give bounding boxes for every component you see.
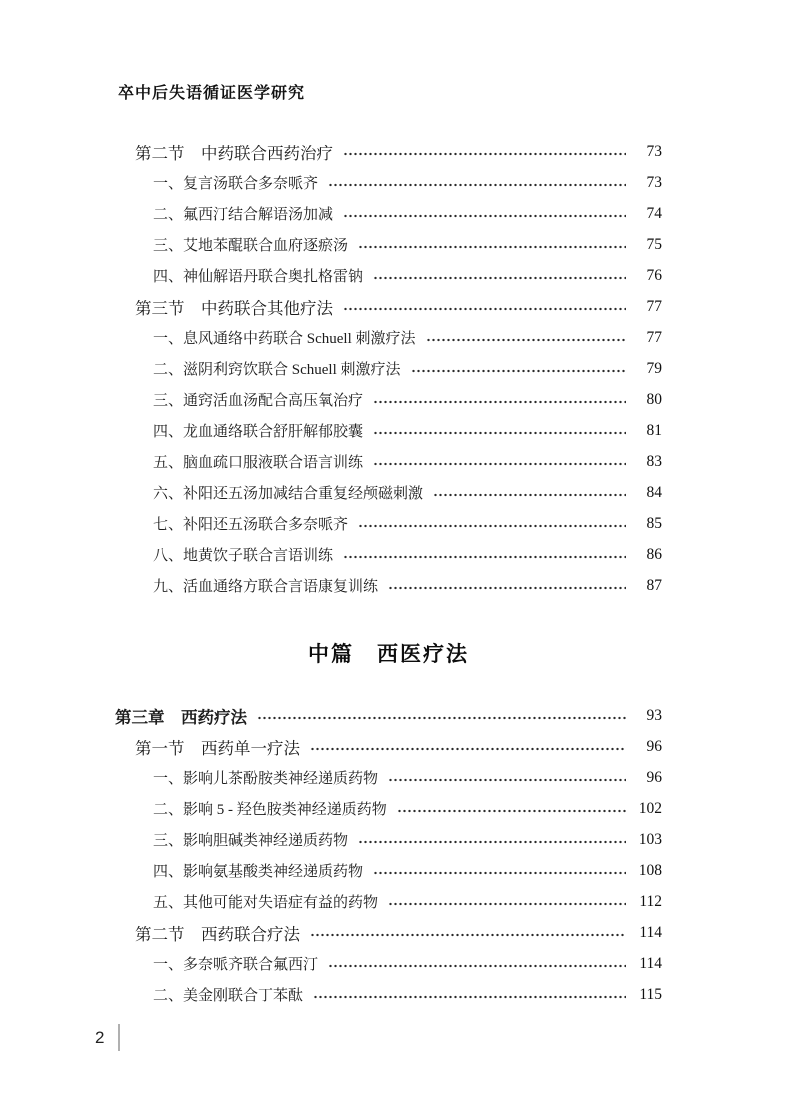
toc-entry [115,539,662,570]
toc-entry [115,353,662,384]
toc-entry [115,508,662,539]
toc-entry [115,824,662,855]
toc-entry-page: 75 [646,235,662,253]
dot-leader-icon [310,747,626,751]
dot-leader-icon [373,871,626,875]
toc-entry [115,570,662,601]
dot-leader-icon [426,338,627,342]
toc-entry-title: 六、补阳还五汤加减结合重复经颅磁刺激 [153,486,424,502]
toc-entry-page: 103 [638,830,662,848]
folio-divider [118,1024,120,1051]
toc-entry-page: 80 [646,390,662,408]
dot-leader-icon [257,716,626,720]
running-header: 卒中后失语循证医学研究 [118,85,306,102]
dot-leader-icon [373,431,626,435]
toc-entry-page: 79 [646,359,662,377]
toc-entry [115,260,662,291]
toc-entry-title: 四、神仙解语丹联合奥扎格雷钠 [153,269,364,285]
toc-entry [115,136,662,167]
toc-entry-title: 二、美金刚联合丁苯酞 [153,988,304,1004]
toc-entry-title: 二、滋阴利窍饮联合 Schuell 刺激疗法 [153,362,401,378]
dot-leader-icon [328,183,626,187]
toc-entry-title: 五、其他可能对失语症有益的药物 [153,895,379,911]
toc-entry [115,198,662,229]
toc-entry-page: 114 [639,954,662,972]
toc-entry [115,886,662,917]
dot-leader-icon [343,152,626,156]
dot-leader-icon [388,586,626,590]
toc-entry-title: 第三节 中药联合其他疗法 [135,298,333,318]
toc-entry [115,948,662,979]
toc-entry-page: 81 [646,421,662,439]
toc-entry-title: 二、影响 5 - 羟色胺类神经递质药物 [153,802,387,818]
toc-entry [115,762,662,793]
toc-entry-title: 第一节 西药单一疗法 [135,738,300,758]
dot-leader-icon [310,933,626,937]
toc-entry-title: 九、活血通络方联合言语康复训练 [153,579,379,595]
toc-entry [115,415,662,446]
toc-entry-page: 102 [638,799,662,817]
dot-leader-icon [343,307,626,311]
toc-entry-page: 87 [646,576,662,594]
page-number: 2 [95,1027,105,1047]
toc-entry-title: 三、艾地苯醌联合血府逐瘀汤 [153,238,349,254]
toc-entry [115,167,662,198]
dot-leader-icon [313,995,626,999]
toc-entry-page: 76 [646,266,662,284]
toc-entry [115,917,662,948]
toc-entry-page: 73 [646,173,662,191]
toc-entry-page: 74 [646,204,662,222]
dot-leader-icon [397,809,626,813]
toc-entry-title: 第二节 中药联合西药治疗 [135,143,333,163]
toc-entry [115,229,662,260]
toc-entry-page: 108 [638,861,662,879]
toc-entry-title: 八、地黄饮子联合言语训练 [153,548,334,564]
dot-leader-icon [328,964,626,968]
dot-leader-icon [358,840,626,844]
toc-entry-page: 85 [646,514,662,532]
toc-entry-page: 73 [646,142,662,160]
toc-entry [115,446,662,477]
toc-block-top [115,136,662,601]
toc-entry-title: 四、影响氨基酸类神经递质药物 [153,864,364,880]
toc-entry-title: 三、通窍活血汤配合高压氧治疗 [153,393,364,409]
toc-entry-page: 112 [639,892,662,910]
toc-entry [115,384,662,415]
toc-entry-title: 七、补阳还五汤联合多奈哌齐 [153,517,349,533]
toc-entry-title: 一、复言汤联合多奈哌齐 [153,176,319,192]
toc-entry-title: 一、影响儿茶酚胺类神经递质药物 [153,771,379,787]
toc-entry-page: 77 [646,297,662,315]
toc-entry [115,291,662,322]
toc-entry-title: 五、脑血疏口服液联合语言训练 [153,455,364,471]
toc-entry [115,979,662,1010]
dot-leader-icon [343,555,626,559]
toc-entry-title: 二、氟西汀结合解语汤加减 [153,207,334,223]
toc-entry [115,731,662,762]
toc-entry-page: 114 [639,923,662,941]
dot-leader-icon [411,369,627,373]
toc-entry [115,793,662,824]
toc-entry-page: 86 [646,545,662,563]
dot-leader-icon [388,778,626,782]
toc-entry-page: 96 [646,768,662,786]
toc-entry-page: 84 [646,483,662,501]
dot-leader-icon [373,462,626,466]
dot-leader-icon [433,493,626,497]
toc-entry-page: 83 [646,452,662,470]
dot-leader-icon [373,276,626,280]
toc-block-bottom [115,700,662,1010]
dot-leader-icon [373,400,626,404]
toc-entry-page: 96 [646,737,662,755]
part-heading: 中篇 西医疗法 [308,642,469,666]
toc-entry-title: 第三章 西药疗法 [115,708,247,727]
toc-entry [115,477,662,508]
toc-entry-title: 四、龙血通络联合舒肝解郁胶囊 [153,424,364,440]
toc-entry-page: 115 [639,985,662,1003]
toc-entry-title: 一、息风通络中药联合 Schuell 刺激疗法 [153,331,416,347]
dot-leader-icon [343,214,626,218]
toc-entry-page: 93 [646,706,662,724]
toc-entry-title: 第二节 西药联合疗法 [135,924,300,944]
dot-leader-icon [358,524,626,528]
toc-entry [115,855,662,886]
page-footer [95,1024,120,1051]
toc-entry-title: 一、多奈哌齐联合氟西汀 [153,957,319,973]
toc-entry [115,700,662,731]
dot-leader-icon [388,902,626,906]
toc-entry-title: 三、影响胆碱类神经递质药物 [153,833,349,849]
dot-leader-icon [358,245,626,249]
toc-entry [115,322,662,353]
toc-entry-page: 77 [646,328,662,346]
